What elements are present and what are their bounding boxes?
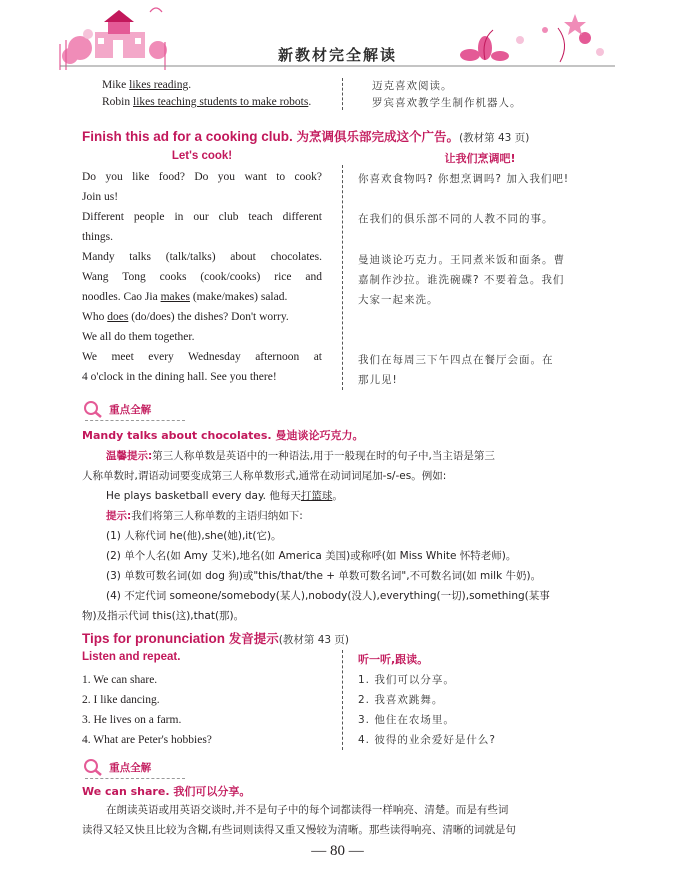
list-item: 1. 我们可以分享。	[358, 674, 455, 686]
keypoint1-body	[82, 446, 602, 626]
ad-line: Join us!	[82, 191, 119, 203]
ad-line: noodles. Cao Jia makes (make/makes) salad.	[82, 291, 288, 303]
top-en-line-2: Robin likes teaching students to make robots.	[102, 96, 312, 108]
ad-cn-line: 在我们的俱乐部不同的人教不同的事。	[358, 213, 554, 225]
ad-english-text	[82, 167, 322, 387]
keypoint1-item: (1) 人称代词 he(他),she(她),it(它)。	[106, 530, 282, 542]
keypoint2-para: 读得又轻又快且比较为含糊,有些词则读得又重又慢较为清晰。那些读得响亮、清晰的词就是句	[82, 824, 516, 836]
list-item: 4. What are Peter's hobbies?	[82, 734, 212, 746]
ad-line: Who does (do/does) the dishes? Don't worry.	[82, 311, 289, 323]
keypoint1-item: 物)及指示代词 this(这),that(那)。	[82, 610, 245, 622]
top-cn-line-1: 迈克喜欢阅读。	[372, 80, 453, 92]
header-banner	[0, 0, 675, 80]
header-title: 新教材完全解读	[277, 46, 397, 64]
keypoint1-item: (4) 不定代词 someone/somebody(某人),nobody(没人),everything(一切),something(某事	[106, 590, 550, 602]
top-en-line-1: Mike likes reading.	[102, 79, 192, 91]
ad-cn-line: 那儿见!	[358, 374, 398, 386]
ad-cn-line: 你喜欢食物吗? 你想烹调吗? 加入我们吧!	[358, 173, 570, 185]
keypoint1-para: 温馨提示:第三人称单数是英语中的一种语法,用于一般现在时的句子中,当主语是第三	[106, 450, 495, 462]
ad-line: things.	[82, 231, 113, 243]
magnifier-icon	[82, 399, 104, 419]
left-heading-listen: Listen and repeat.	[82, 651, 181, 663]
left-heading-lets-cook: Let's cook!	[171, 150, 233, 162]
pronunciation-en-list	[82, 670, 212, 750]
keypoint-badge: 重点全解	[82, 756, 151, 777]
list-item: 4. 彼得的业余爱好是什么?	[358, 734, 496, 746]
keypoint1-example: He plays basketball every day. 他每天打篮球。	[106, 490, 343, 502]
ad-line: Different people in our club teach different	[82, 211, 322, 223]
ad-cn-line: 曼迪谈论巧克力。王同煮米饭和面条。曹	[358, 254, 565, 266]
right-heading-listen-cn: 听一听,跟读。	[358, 653, 429, 666]
keypoint-underline	[85, 420, 185, 421]
keypoint2-title: We can share. 我们可以分享。	[82, 785, 251, 798]
top-cn-line-2: 罗宾喜欢教学生制作机器人。	[372, 97, 522, 109]
section-title-pronunciation: Tips for pronunciation 发音提示(教材第 43 页)	[82, 631, 350, 646]
list-item: 3. He lives on a farm.	[82, 714, 182, 726]
right-heading-lets-cook-cn: 让我们烹调吧!	[444, 152, 516, 165]
header-decoration	[0, 0, 675, 80]
list-item: 2. I like dancing.	[82, 694, 160, 706]
keypoint1-item: (2) 单个人名(如 Amy 艾米),地名(如 America 美国)或称呼(如 Miss White 怀特老师)。	[106, 550, 517, 562]
pronunciation-cn-list	[358, 670, 496, 750]
column-divider-section2	[342, 650, 343, 750]
ad-cn-line: 我们在每周三下午四点在餐厅会面。在	[358, 354, 554, 366]
ad-line: We all do them together.	[82, 331, 195, 343]
list-item: 3. 他住在农场里。	[358, 714, 455, 726]
page-number: — 80 —	[311, 843, 364, 859]
keypoint2-para: 在朗读英语或用英语交谈时,并不是句子中的每个词都读得一样响亮、清楚。而是有些词	[106, 804, 509, 816]
list-item: 2. 我喜欢跳舞。	[358, 694, 444, 706]
magnifier-icon	[82, 757, 104, 777]
ad-cn-line: 嘉制作沙拉。谁洗碗碟? 不要着急。我们	[358, 274, 565, 286]
column-divider-section1	[342, 165, 343, 390]
ad-line: Wang Tong cooks (cook/cooks) rice and	[82, 271, 322, 283]
ad-line: 4 o'clock in the dining hall. See you there!	[82, 371, 277, 383]
keypoint1-item: (3) 单数可数名词(如 dog 狗)或"this/that/the + 单数可数名词",不可数名词(如 milk 牛奶)。	[106, 570, 542, 582]
keypoint-underline	[85, 778, 185, 779]
keypoint2-body	[82, 800, 602, 840]
ad-line: Do you like food? Do you want to cook?	[82, 171, 322, 183]
keypoint1-para: 人称单数时,谓语动词要变成第三人称单数形式,通常在动词词尾加-s/-es。例如:	[82, 470, 447, 482]
ad-line: Mandy talks (talk/talks) about chocolates.	[82, 251, 322, 263]
list-item: 1. We can share.	[82, 674, 158, 686]
column-divider-top	[342, 78, 343, 110]
keypoint1-title: Mandy talks about chocolates. 曼迪谈论巧克力。	[82, 429, 364, 442]
ad-line: We meet every Wednesday afternoon at	[82, 351, 322, 363]
ad-cn-line: 大家一起来洗。	[358, 294, 439, 306]
section-title-cooking-club: Finish this ad for a cooking club. 为烹调俱乐部完成这个广告。(教材第 43 页)	[82, 129, 530, 144]
keypoint-badge: 重点全解	[82, 398, 151, 419]
keypoint1-tip: 提示:我们将第三人称单数的主语归纳如下:	[106, 510, 303, 522]
